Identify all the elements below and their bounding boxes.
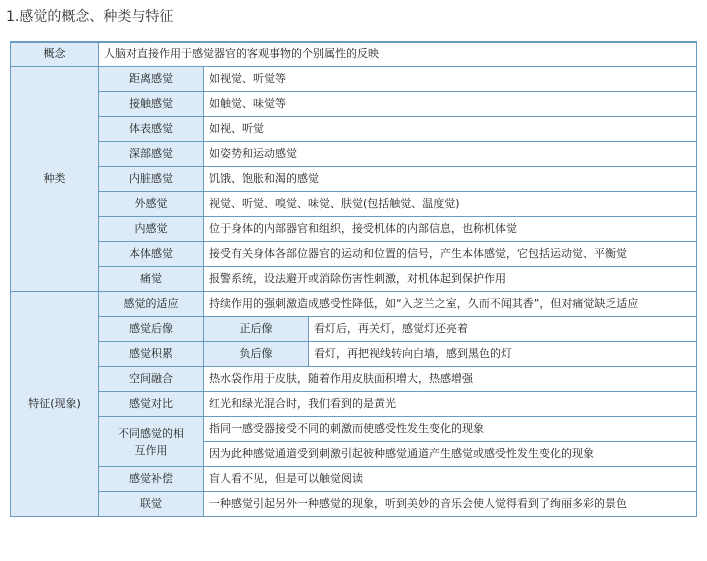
- afterimage-type: 正后像: [204, 317, 309, 342]
- table-row: [11, 217, 697, 242]
- feature-desc: 热水袋作用于皮肤，随着作用皮肤面积增大，热感增强: [204, 367, 697, 392]
- type-desc: 如视觉、听觉等: [204, 67, 697, 92]
- page-title: 1.感觉的概念、种类与特征: [6, 9, 174, 25]
- feature-desc: 因为此种感觉通道受到刺激引起彼种感觉通道产生感觉或感受性发生变化的现象: [204, 442, 697, 467]
- type-name: 体表感觉: [99, 117, 204, 142]
- type-desc: 接受有关身体各部位器官的运动和位置的信号，产生本体感觉，它包括运动觉、平衡觉: [204, 242, 697, 267]
- table-row: [11, 292, 697, 317]
- type-name: 接触感觉: [99, 92, 204, 117]
- feature-name: 感觉积累: [99, 342, 204, 367]
- table-row: [11, 192, 697, 217]
- feature-desc: 盲人看不见，但是可以触觉阅读: [204, 467, 697, 492]
- type-desc: 饥饿、饱胀和渴的感觉: [204, 167, 697, 192]
- table-row: [11, 242, 697, 267]
- table-row: [11, 367, 697, 392]
- table-row: [11, 142, 697, 167]
- type-name: 外感觉: [99, 192, 204, 217]
- type-desc: 如触觉、味觉等: [204, 92, 697, 117]
- table-row: [11, 167, 697, 192]
- type-desc: 报警系统，设法避开或消除伤害性刺激，对机体起到保护作用: [204, 267, 697, 292]
- feature-desc: 红光和绿光混合时，我们看到的是黄光: [204, 392, 697, 417]
- concept-row: [11, 42, 697, 67]
- feature-name: 空间融合: [99, 367, 204, 392]
- table-row: [11, 117, 697, 142]
- type-name: 深部感觉: [99, 142, 204, 167]
- feature-name: 不同感觉的相互作用: [99, 417, 204, 467]
- type-name: 内脏感觉: [99, 167, 204, 192]
- concept-text: 人脑对直接作用于感觉器官的客观事物的个别属性的反映: [99, 42, 697, 67]
- type-desc: 视觉、听觉、嗅觉、味觉、肤觉(包括触觉、温度觉): [204, 192, 697, 217]
- table-row: [11, 67, 697, 92]
- feature-name: 感觉后像: [99, 317, 204, 342]
- type-desc: 如视、听觉: [204, 117, 697, 142]
- table-row: [11, 417, 697, 442]
- feature-desc: 持续作用的强刺激造成感受性降低，如“入芝兰之室，久而不闻其香”，但对痛觉缺乏适应: [204, 292, 697, 317]
- table-row: [11, 392, 697, 417]
- sensation-table: [10, 41, 697, 517]
- type-desc: 如姿势和运动感觉: [204, 142, 697, 167]
- table-top-border: [10, 41, 696, 43]
- type-name: 距离感觉: [99, 67, 204, 92]
- feature-desc: 看灯后，再关灯，感觉灯还亮着: [309, 317, 697, 342]
- type-desc: 位于身体的内部器官和组织，接受机体的内部信息，也称机体觉: [204, 217, 697, 242]
- feature-name: 感觉补偿: [99, 467, 204, 492]
- table-row: [11, 267, 697, 292]
- afterimage-type: 负后像: [204, 342, 309, 367]
- features-label: 特征(现象): [11, 292, 99, 517]
- concept-label: 概念: [11, 42, 99, 67]
- feature-desc: 一种感觉引起另外一种感觉的现象，听到美妙的音乐会使人觉得看到了绚丽多彩的景色: [204, 492, 697, 517]
- type-name: 内感觉: [99, 217, 204, 242]
- feature-name: 联觉: [99, 492, 204, 517]
- feature-desc: 指同一感受器接受不同的刺激而使感受性发生变化的现象: [204, 417, 697, 442]
- table-row: [11, 92, 697, 117]
- table-row: [11, 342, 697, 367]
- feature-name: 感觉的适应: [99, 292, 204, 317]
- feature-name: 感觉对比: [99, 392, 204, 417]
- table-row: [11, 467, 697, 492]
- types-label: 种类: [11, 67, 99, 292]
- table-row: [11, 492, 697, 517]
- type-name: 本体感觉: [99, 242, 204, 267]
- feature-desc: 看灯，再把视线转向白墙，感到黑色的灯: [309, 342, 697, 367]
- type-name: 痛觉: [99, 267, 204, 292]
